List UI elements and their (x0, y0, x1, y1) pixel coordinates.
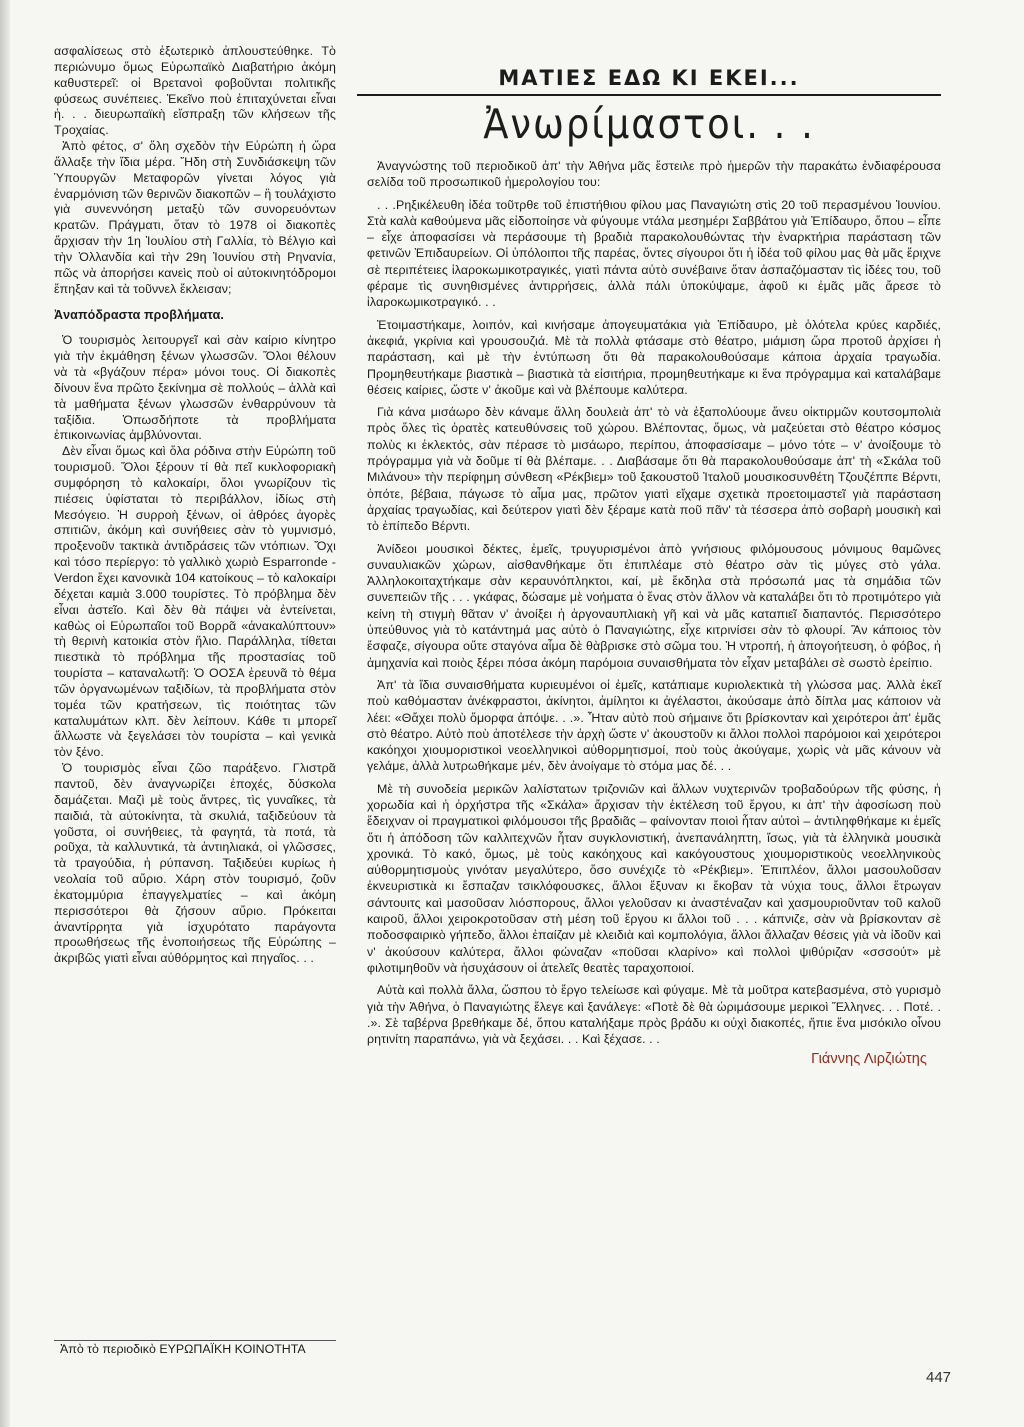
binding-edge (0, 0, 10, 1427)
right-column (357, 62, 941, 1068)
article-body (357, 158, 941, 1068)
left-paragraph-4: Δὲν εἶναι ὅμως καὶ ὅλα ρόδινα στὴν Εὐρώπη τοῦ τουρισμοῦ. Ὅλοι ξέρουν τί θὰ πεῖ κυκλοφοριακὴ συμφόρηση τὸ καλοκαίρι, ὅλοι γνωρίζουν τὶς πιέσεις ὑφίσταται τὸ περιβάλλον, ἰδίως στὴ Μεσόγειο. Ἡ συρροὴ ξένων, οἱ ἀθρόες ἀγορὲς σπιτιῶν, ἀκόμη καὶ συνήθειες σὰν τὸ γυμνισμό, προξενοῦν τακτικὰ ἀντιδράσεις τῶν ντόπιων. Ὄχι καὶ τόσο περίεργο: τὸ γαλλικὸ χωριὸ Esparronde - Verdon ἔχει κανονικὰ 104 κατοίκους – τὸ καλοκαίρι δέχεται καμιὰ 3.000 τουρίστες. Τὸ πρόβλημα δὲν εἶναι ἀστεῖο. Καὶ δὲν θὰ πάψει νὰ ἐντείνεται, καθὼς οἱ Εὐρωπαῖοι τοῦ Βορρᾶ «ἀνακαλύπτουν» τὴ θερινὴ κατοικία στὸν ἥλιο. Παράλληλα, τίθεται πιεστικὰ τὸ πρόβλημα τῆς προστασίας τοῦ τουρίστα – καταναλωτῆ: Ὁ ΟΟΣΑ ἐρευνᾶ τὸ θέμα τῶν ὀργανωμένων ταξιδίων, τὰ προβλήματα στὸν τομέα τῶν κρατήσεων, τὶς ποιότητας τῶν καταλυμάτων κλπ. δὲν λείπουν. Κάθε τι μπορεῖ ἄλλωστε νὰ ξεγελάσει τὸν τουρίστα – καὶ γενικὰ τὸν ξένο. (54, 444, 336, 760)
left-paragraph-1: ασφαλίσεως στὸ ἐξωτερικὸ ἀπλουστεύθηκε. Τὸ περιώνυμο ὅμως Εὐρωπαϊκὸ Διαβατήριο ἀκόμη καθυστερεῖ: οἱ Βρετανοὶ φοβοῦνται πολιτικῆς φύσεως συνέπειες. Ἐκεῖνο ποὺ ἐπιταχύνεται εἶναι ἡ. . . διευρωπαϊκὴ εἴσπραξη τῶν κλήσεων τῆς Τροχαίας. (54, 44, 336, 138)
left-subheading: Ἀναπόδραστα προβλήματα. (54, 307, 224, 322)
right-paragraph-4: Γιὰ κάνα μισάωρο δὲν κάναμε ἄλλη δουλειὰ ἀπ' τὸ νὰ ἐξαπολύουμε ἄνευ οἰκτιρμῶν κουτσομπολιὰ πρὸς ὅλες τὶς ὁρατὲς κατευθύνσεις τοῦ χώρου. Βλέποντας, ὅμως, νὰ μαζεύεται στὸ θέατρο κόσμος πολὺς κι ἐκλεκτός, σὰν πέρασε τὸ μισάωρο, περίπου, ἀποφασίσαμε – μόνο τότε – ν' ἀνοίξουμε τὸ πρόγραμμα γιὰ νὰ δοῦμε τί θὰ βλέπαμε. . . Διαβάσαμε ὅτι θὰ παρακολουθούσαμε ἀπ' τὴ «Σκάλα τοῦ Μιλάνου» τὴν περίφημη σύνθεση «Ρέκβιεμ» τοῦ ξακουστοῦ Ἰταλοῦ μουσικοσυνθέτη Τζουζέππε Βέρντι, ὁπότε, βέβαια, πάγωσε τὸ αἷμα μας, πρῶτον γιατὶ εἴχαμε σχετικὰ προετοιμαστεῖ γιὰ παράσταση ἀρχαίας τραγωδίας, καὶ δεύτερον γιατὶ δὲν ξέραμε κατὰ ποῦ πᾶν' τὰ τέσσερα ἀπὸ σοβαρὴ μουσικὴ καὶ τὸ ἐπίπεδο Βέρντι. (367, 405, 941, 534)
right-paragraph-3: Ἐτοιμαστήκαμε, λοιπόν, καὶ κινήσαμε ἀπογευματάκια γιὰ Ἐπίδαυρο, μὲ ὁλότελα κρύες καρδιές, ἀκεφιά, γκρίνια καὶ γρουσουζιά. Μὲ τὰ πολλὰ φτάσαμε στὸ θέατρο, μιάμιση ὥρα προτοῦ ἀρχίσει ἡ παράσταση, καὶ μὲ τὴν ἐντύπωση ὅτι θὰ παρακολουθούσαμε κάποια ἀρχαία τραγωδία. Προμηθευτήκαμε βιαστικὰ – βιαστικὰ τὰ εἰσιτήρια, προμηθευτήκαμε κι ἕνα πρόγραμμα καὶ καταλάβαμε θέσεις καίριες, ὥστε ν' ἀκοῦμε καὶ νὰ βλέπουμε καλύτερα. (367, 317, 941, 397)
right-paragraph-6: Ἀπ' τὰ ἴδια συναισθήματα κυριευμένοι οἱ ἐμεῖς, κατάπιαμε κυριολεκτικὰ τὴ γλώσσα μας. Ἀλλὰ ἐκεῖ ποὺ καθόμασταν ἀνέκφραστοι, ἀκίνητοι, ἀμίλητοι κι ἀγέλαστοι, ἀκούσαμε ἀπὸ δίπλα μας κάποιον νὰ λέει: «Θἄχει πολὺ ὄμορφα ἀπόψε. . .». Ἦταν αὐτὸ ποὺ σήμαινε ὅτι βρίσκονταν καὶ χειρότεροι ἀπ' ἐμᾶς στὸ θέατρο. Αὐτὸ ποὺ ἀποτέλεσε τὴν ἀρχὴ ὥστε ν' ἀκουστοῦν κι ἄλλοι πολλοὶ παρόμοιοι καὶ χειρότεροι κακόηχοι χιουμοριστικοὶ νεοελληνικοὶ αὐθορμητισμοί, ποὺ τοὺς ἀκούγαμε, χωρὶς νὰ μᾶς κάνουν νὰ γελάμε, ἀλλὰ λυτρωθήκαμε μέν, δὲν ἀνοίγαμε τὸ στόμα μας δέ. . . (367, 677, 941, 774)
right-paragraph-5: Ἀνίδεοι μουσικοὶ δέκτες, ἐμεῖς, τρυγυρισμένοι ἀπὸ γνήσιους φιλόμουσους μόνιμους θαμῶνες συναυλιακῶν χώρων, αἰσθανθήκαμε ὅτι ἐπιπλέαμε στὸ θέατρο σὰν τὶς μύγες στὸ γάλα. Ἀλληλοκοιταχτήκαμε σὰν κεραυνόπληκτοι, καί, μὲ ἔκδηλα στὰ πρόσωπά μας τὰ σημάδια τῶν συνεπειῶν τῆς . . . γκάφας, δώσαμε μὲ νοήματα ὁ ἕνας στὸν ἄλλον νὰ καταλάβει ὅτι τὸ προτιμότερο γιὰ κείνη τὴ στιγμὴ θᾶταν ν' ἀνοίξει ἡ ἀργοναυπλιακὴ γῆ καὶ νὰ μᾶς καταπιεῖ διαπαντός. Περισσότερο ὑπεύθυνος γιὰ τὸ κατάντημά μας αὐτὸ ὁ Παναγιώτης, εἶχε κιτρινίσει σὰν τὸ φλουρί. Ἂν κάποιος τὸν ἔσφαζε, σίγουρα οὔτε σταγόνα αἷμα δὲ θὰβρισκε στὸ σῶμα του. Ἡ ντροπή, ἡ ἀπογοήτευση, ὁ φόβος, ἡ ἀμηχανία καὶ ποιὸς ξέρει πόσα ἀκόμη παρόμοια συναισθήματα τὸν εἶχαν μεταβάλει σὲ σωστὸ ἐρείπιο. (367, 541, 941, 670)
right-paragraph-2: . . .Ρηξικέλευθη ἰδέα τοῦτρθε τοῦ ἐπιστήθιου φίλου μας Παναγιώτη στὶς 20 τοῦ περασμένου Ἰουνίου. Στὰ καλὰ καθούμενα μᾶς εἰδοποίησε νὰ φύγουμε ντάλα μεσημέρι Σαββάτου γιὰ Ἐπίδαυρο, ὅπου – εἶπε – εἶχε ἀποφασίσει νὰ περάσουμε τὴ βραδιὰ παρακολουθώντας τὴν ἐναρκτήρια παράσταση τῶν φετινῶν Ἐπιδαυρείων. Οἱ ὑπόλοιποι τῆς παρέας, ὄντες σίγουροι ὅτι ἡ ἰδέα τοῦ φίλου μας θὰ μᾶς ἔριχνε σὲ περιπέτειες ἱλαροκωμικοτραγικές, γιατὶ πάντα αὐτὸ συνέβαινε ὅταν ἀσπαζόμασταν τὶς ἰδέες του, τοῦ φέραμε τὶς συνηθισμένες ἀντιρρήσεις, ἀλλὰ πάλι ὑποκύψαμε, ἀφοῦ κι ἐμᾶς μᾶς ἄρεσε τὸ ἱλαροκωμικοτραγικό. . . (367, 197, 941, 310)
left-paragraph-5: Ὁ τουρισμὸς εἶναι ζῶο παράξενο. Γλιστρᾶ παντοῦ, δὲν ἀναγνωρίζει ἐποχές, δύσκολα δαμάζεται. Μαζὶ μὲ τοὺς ἄντρες, τὶς γυναῖκες, τὰ παιδιά, τὰ αὐτοκίνητα, τὰ σκυλιά, ταξιδεύουν τὰ γοῦστα, οἱ συνήθειες, τὰ φαγητά, τὰ ποτά, τὰ ροῦχα, τὰ καλλυντικά, τὰ ἀντιηλιακά, οἱ γλῶσσες, τὰ τραγούδια, ἡ ρύπανση. Ταξιδεύει κυρίως ἡ νεολαία τοῦ αὔριο. Χάρη στὸν τουρισμό, ζοῦν ἑκατομμύρια ἐπαγγελματίες – καὶ ἀκόμη περισσότεροι θὰ ζήσουν αὔριο. Πρόκειται ἀναντίρρητα γιὰ ἰσχυρότατο παράγοντα προωθήσεως τῆς ἑνοποιήσεως τῆς Εὐρώπης – ἀκριβῶς γιατὶ εἶναι αὐθόρμητος καὶ πηγαῖος. . . (54, 761, 336, 966)
source-note: Ἀπὸ τὸ περιοδικὸ ΕΥΡΩΠΑΪΚΗ ΚΟΙΝΟΤΗΤΑ (60, 1342, 306, 1356)
right-paragraph-8: Αὐτὰ καὶ πολλὰ ἄλλα, ὥσπου τὸ ἔργο τελείωσε καὶ φύγαμε. Μὲ τὰ μοῦτρα κατεβασμένα, στὸ γυρισμὸ γιὰ τὴν Ἀθήνα, ὁ Παναγιώτης ἔλεγε καὶ ξανάλεγε: «Ποτὲ δὲ θὰ ὡριμάσουμε μερικοὶ Ἕλληνες. . . Ποτέ. . .». Σὲ ταβέρνα βρεθήκαμε δέ, ὅπου καταλήξαμε πρὸς βράδυ κι οὐχὶ διακοπές, ἤπιε ἕνα μισόκιλο οἶνου ρητινίτη παραπάνω, γιὰ νὰ ξεχάσει. . . Καὶ ξέχασε. . . (367, 983, 941, 1047)
source-divider (54, 1340, 336, 1341)
right-paragraph-7: Μὲ τὴ συνοδεία μερικῶν λαλίστατων τριζονιῶν καὶ ἄλλων νυχτερινῶν τροβαδούρων τῆς φύσης, ἡ χορωδία καὶ ἡ ὀρχήστρα τῆς «Σκάλα» ἄρχισαν τὴν ἐκτέλεση τοῦ ἔργου, κι ἀπ' τὴν ἀφοσίωση ποὺ ἔδειχναν οἱ πραγματικοὶ φιλόμουσοι τῆς βραδιᾶς – φαίνονταν ποιοὶ ἦταν αὐτοὶ – ἀντιληφθήκαμε κι ἐμεῖς ὅτι ἡ ἀπόδοση τῶν καλλιτεχνῶν ἦταν συγκλονιστική, ἀνεπανάληπτη, ἴσως, γιὰ τὰ ἑλληνικὰ μουσικὰ χρονικά. Τὸ κακό, ὅμως, μὲ τοὺς κακόηχους καὶ κακόγουστους χιουμοριστικοὺς νεοελληνικοὺς αὐθορμητισμοὺς γινόταν μεγαλύτερο, ὅσο συνέχιζε τὸ «Ρέκβιεμ». Ἐπιπλέον, ἄλλοι μασουλοῦσαν ἐκνευριστικὰ κι ἔσπαζαν τσικλόφουσκες, ἄλλοι ἔξυναν κι ἔκοβαν τὰ νύχια τους, ἄλλοι ἔτρωγαν σάντουιτς καὶ μασοῦσαν λιόσπορους, ἄλλοι γελοῦσαν κι ἀναστέναζαν καὶ χασμουριοῦνταν τοῦ καλοῦ καιροῦ, ἄλλοι χειροκροτοῦσαν στὴ μέση τοῦ ἔργου κι ἄλλοι τοῦ . . . κάπνιζε, σὰν νὰ βρίσκονταν σὲ ποδοσφαιρικὸ γήπεδο, ἄλλοι ἐπαίζαν μὲ κλειδιὰ καὶ κομπολόγια, ἄλλοι ἄλλαζαν θέσεις γιὰ νὰ ἰδοῦν καὶ ν' ἀκούσουν καλύτερα, ἄλλοι φώναζαν «ποῦσαι κλαρίνο» καὶ πολλοὶ ψιθύριζαν «σσσούτ» μὲ φιλοτιμηθοῦν νὰ ἡσυχάσουν οἱ ἀτελεῖς θεατὲς ταραχοποιοί. (367, 781, 941, 975)
left-paragraph-2: Ἀπὸ φέτος, σ' ὅλη σχεδὸν τὴν Εὐρώπη ἡ ὥρα ἄλλαξε τὴν ἴδια μέρα. Ἤδη στὴ Συνδιάσκεψη τῶν Ὑπουργῶν Μεταφορῶν γίνεται λόγος γιὰ ἐναρμόνιση τῶν θερινῶν διακοπῶν – ἢ τουλάχιστο γιὰ συνεννόηση μεταξὺ τῶν συνορευόντων κρατῶν. Πράγματι, ὅταν τὸ 1978 οἱ διακοπὲς ἄρχισαν τὴν 1η Ἰουλίου στὴ Γαλλία, τὸ Βέλγιο καὶ τὴν Ὀλλανδία καὶ τὴν 29η Ἰουνίου στὴ Ρηνανία, πῶς νὰ ἀπορήσει κανεὶς ποὺ οἱ αὐτοκινητόδρομοι ἔπηξαν καὶ τὰ τοῦννελ ἔκλεισαν; (54, 139, 336, 296)
page-number: 447 (926, 1369, 952, 1386)
right-paragraph-1: Ἀναγνώστης τοῦ περιοδικοῦ ἀπ' τὴν Ἀθήνα μᾶς ἔστειλε πρὸ ἡμερῶν τὴν παρακάτω ἐνδιαφέρουσα σελίδα τοῦ προσωπικοῦ ἡμερολογίου του: (367, 159, 941, 190)
author-signature: Γιάννης Λιρζιώτης (811, 1051, 927, 1068)
left-column (54, 44, 336, 967)
left-paragraph-3: Ὁ τουρισμὸς λειτουργεῖ καὶ σὰν καίριο κίνητρο γιὰ τὴν ἐκμάθηση ξένων γλωσσῶν. Ὅλοι θέλουν νὰ τὰ «βγάζουν πέρα» μόνοι τους. Οἱ διακοπὲς δίνουν ἕνα πρῶτο ξεκίνημα σὲ πολλούς – ἀλλὰ καὶ τὰ μαθήματα ξένων γλωσσῶν ἐνθαρρύνουν τὰ ταξίδια. Ὁπωσδήποτε τὰ προβλήματα ἐπικοινωνίας ἀμβλύνονται. (54, 333, 336, 443)
article-title: Ἀνωρίμαστοι. . . (483, 100, 815, 148)
section-header: ΜΑΤΙΕΣ ΕΔΩ ΚΙ ΕΚΕΙ... (357, 62, 941, 96)
